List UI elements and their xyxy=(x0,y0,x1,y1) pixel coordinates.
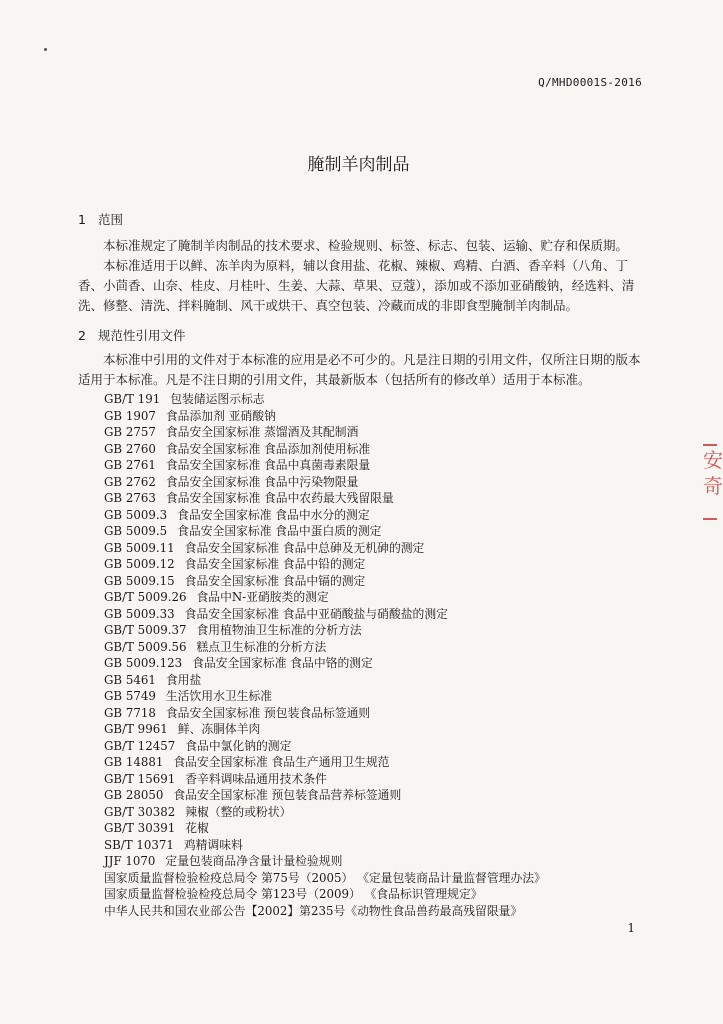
reference-title: 食品安全国家标准 食品生产通用卫生规范 xyxy=(173,755,390,769)
reference-title: 食品中氯化钠的测定 xyxy=(185,738,292,753)
reference-item xyxy=(104,589,546,606)
reference-item xyxy=(104,738,546,755)
reference-item xyxy=(104,771,546,788)
reference-title: 食品安全国家标准 食品中污染物限量 xyxy=(165,474,359,489)
reference-code: GB 14881 xyxy=(104,755,164,769)
reference-code: GB/T 5009.56 xyxy=(104,639,187,654)
section-1-heading xyxy=(78,210,123,228)
reference-title: 生活饮用水卫生标准 xyxy=(165,689,273,703)
reference-list xyxy=(104,391,546,919)
reference-code: GB 5009.3 xyxy=(104,507,168,522)
scope-paragraph-2: 本标准适用于以鲜、冻羊肉为原料，辅以食用盐、花椒、辣椒、鸡精、白酒、香辛料（八角、丁香、小茴香、山奈、桂皮、月桂叶、生姜、大蒜、草果、豆蔻），添加或不添加亚硝酸钠，经选料、清洗、修整、清洗、拌料腌制、风干或烘干、真空包装、冷藏而成的非即食型腌制羊肉制品。 xyxy=(78,258,635,313)
page-number: 1 xyxy=(627,921,635,935)
reference-code: GB/T 191 xyxy=(104,392,161,406)
reference-item xyxy=(104,490,546,507)
reference-title: 食用盐 xyxy=(165,672,202,687)
reference-item xyxy=(104,474,546,491)
seal-edge xyxy=(703,444,717,446)
reference-code: GB 5009.5 xyxy=(104,524,168,538)
reference-item xyxy=(104,606,546,623)
reference-code: GB/T 30391 xyxy=(104,821,176,835)
reference-code: GB 5009.15 xyxy=(104,573,175,588)
reference-code: GB 2760 xyxy=(104,441,156,456)
reference-item xyxy=(104,540,546,557)
reference-title: 食品安全国家标准 食品中农药最大残留限量 xyxy=(165,491,394,505)
reference-code: GB 1907 xyxy=(104,408,156,423)
reference-item xyxy=(104,853,546,870)
reference-title: 食品安全国家标准 食品添加剂使用标准 xyxy=(165,441,371,456)
reference-code: GB 2762 xyxy=(104,474,156,489)
reference-item xyxy=(104,886,546,903)
reference-title: 食品安全国家标准 蒸馏酒及其配制酒 xyxy=(165,425,359,439)
reference-code: GB 7718 xyxy=(104,705,156,720)
scan-speck xyxy=(44,48,47,51)
reference-code: GB 5461 xyxy=(104,672,156,687)
reference-code: GB 2761 xyxy=(104,458,156,472)
standard-code: Q/MHD0001S-2016 xyxy=(538,76,642,89)
section-title: 规范性引用文件 xyxy=(98,328,186,343)
reference-code: GB 28050 xyxy=(104,788,164,802)
reference-item xyxy=(104,837,546,854)
reference-title: 食品安全国家标准 食品中总砷及无机砷的测定 xyxy=(184,540,425,555)
reference-title: 食品安全国家标准 食品中水分的测定 xyxy=(177,507,370,522)
reference-title: 食品中N-亚硝胺类的测定 xyxy=(196,590,329,604)
reference-code: GB 2757 xyxy=(104,425,156,439)
reference-item xyxy=(104,391,546,408)
reference-code: JJF 1070 xyxy=(104,854,156,868)
reference-item xyxy=(104,507,546,524)
reference-title: 食品安全国家标准 食品中蛋白质的测定 xyxy=(177,524,382,538)
reference-title: 食品安全国家标准 食品中亚硝酸盐与硝酸盐的测定 xyxy=(184,606,448,621)
reference-title: 食品安全国家标准 食品中镉的测定 xyxy=(184,573,366,588)
reference-item xyxy=(104,672,546,689)
reference-code: GB 5009.11 xyxy=(104,540,175,555)
reference-item xyxy=(104,655,546,672)
reference-code: GB 5009.123 xyxy=(104,656,183,670)
section-number: 1 xyxy=(78,212,86,227)
reference-item xyxy=(104,441,546,458)
reference-code: GB/T 12457 xyxy=(104,738,176,753)
reference-code: GB 2763 xyxy=(104,491,156,505)
references-intro: 本标准中引用的文件对于本标准的应用是必不可少的。凡是注日期的引用文件，仅所注日期的版本适用于本标准。凡是不注日期的引用文件，其最新版本（包括所有的修改单）适用于本标准。 xyxy=(78,352,641,387)
reference-item xyxy=(104,457,546,474)
reference-item xyxy=(104,787,546,804)
scope-paragraph-1: 本标准规定了腌制羊肉制品的技术要求、检验规则、标签、标志、包装、运输、贮存和保质期。 xyxy=(103,238,629,253)
page-title: 腌制羊肉制品 xyxy=(307,155,410,175)
reference-item xyxy=(104,804,546,821)
section-title: 范围 xyxy=(98,212,124,227)
reference-item xyxy=(104,754,546,771)
company-seal-edge: 安 奇 xyxy=(703,448,723,498)
reference-title: 包装储运图示标志 xyxy=(170,392,265,406)
reference-code: GB/T 9961 xyxy=(104,722,168,736)
reference-code: GB 5009.33 xyxy=(104,606,175,621)
reference-title: 鲜、冻胴体羊肉 xyxy=(177,722,261,736)
reference-item xyxy=(104,820,546,837)
reference-title: 花椒 xyxy=(185,821,209,835)
reference-item xyxy=(104,870,546,887)
reference-title: 定量包装商品净含量计量检验规则 xyxy=(165,854,343,868)
section-number: 2 xyxy=(78,328,86,343)
reference-title: 食品安全国家标准 预包装食品标签通则 xyxy=(165,705,371,720)
reference-title: 辣椒（整的或粉状） xyxy=(185,804,292,819)
reference-title: 食品安全国家标准 食品中铅的测定 xyxy=(184,557,366,571)
reference-code: GB/T 5009.26 xyxy=(104,590,187,604)
reference-code: GB 5009.12 xyxy=(104,557,175,571)
reference-item xyxy=(104,424,546,441)
reference-title: 糕点卫生标准的分析方法 xyxy=(196,639,327,654)
reference-code: GB 5749 xyxy=(104,689,156,703)
reference-title: 国家质量监督检验检疫总局令 第75号（2005） 《定量包装商品计量监督管理办法》 xyxy=(104,870,546,885)
reference-item xyxy=(104,408,546,425)
reference-title: 食用植物油卫生标准的分析方法 xyxy=(196,623,362,637)
reference-title: 食品安全国家标准 预包装食品营养标签通则 xyxy=(173,788,402,802)
reference-item xyxy=(104,705,546,722)
reference-item xyxy=(104,639,546,656)
reference-title: 国家质量监督检验检疫总局令 第123号（2009） 《食品标识管理规定》 xyxy=(104,887,483,901)
reference-code: GB/T 5009.37 xyxy=(104,623,187,637)
reference-item xyxy=(104,721,546,738)
section-2-heading xyxy=(78,326,186,344)
reference-item xyxy=(104,556,546,573)
reference-code: SB/T 10371 xyxy=(104,837,174,852)
reference-code: GB/T 15691 xyxy=(104,771,176,786)
seal-edge xyxy=(703,518,717,520)
reference-title: 食品添加剂 亚硝酸钠 xyxy=(165,408,276,423)
reference-title: 香辛料调味品通用技术条件 xyxy=(185,771,327,786)
reference-item xyxy=(104,688,546,705)
reference-title: 中华人民共和国农业部公告【2002】第235号《动物性食品兽药最高残留限量》 xyxy=(104,903,523,918)
reference-item xyxy=(104,573,546,590)
reference-item xyxy=(104,523,546,540)
reference-code: GB/T 30382 xyxy=(104,804,176,819)
reference-item xyxy=(104,622,546,639)
reference-title: 食品安全国家标准 食品中真菌毒素限量 xyxy=(165,458,371,472)
reference-title: 鸡精调味料 xyxy=(183,837,243,852)
reference-item xyxy=(104,903,546,920)
reference-title: 食品安全国家标准 食品中铬的测定 xyxy=(192,656,373,670)
